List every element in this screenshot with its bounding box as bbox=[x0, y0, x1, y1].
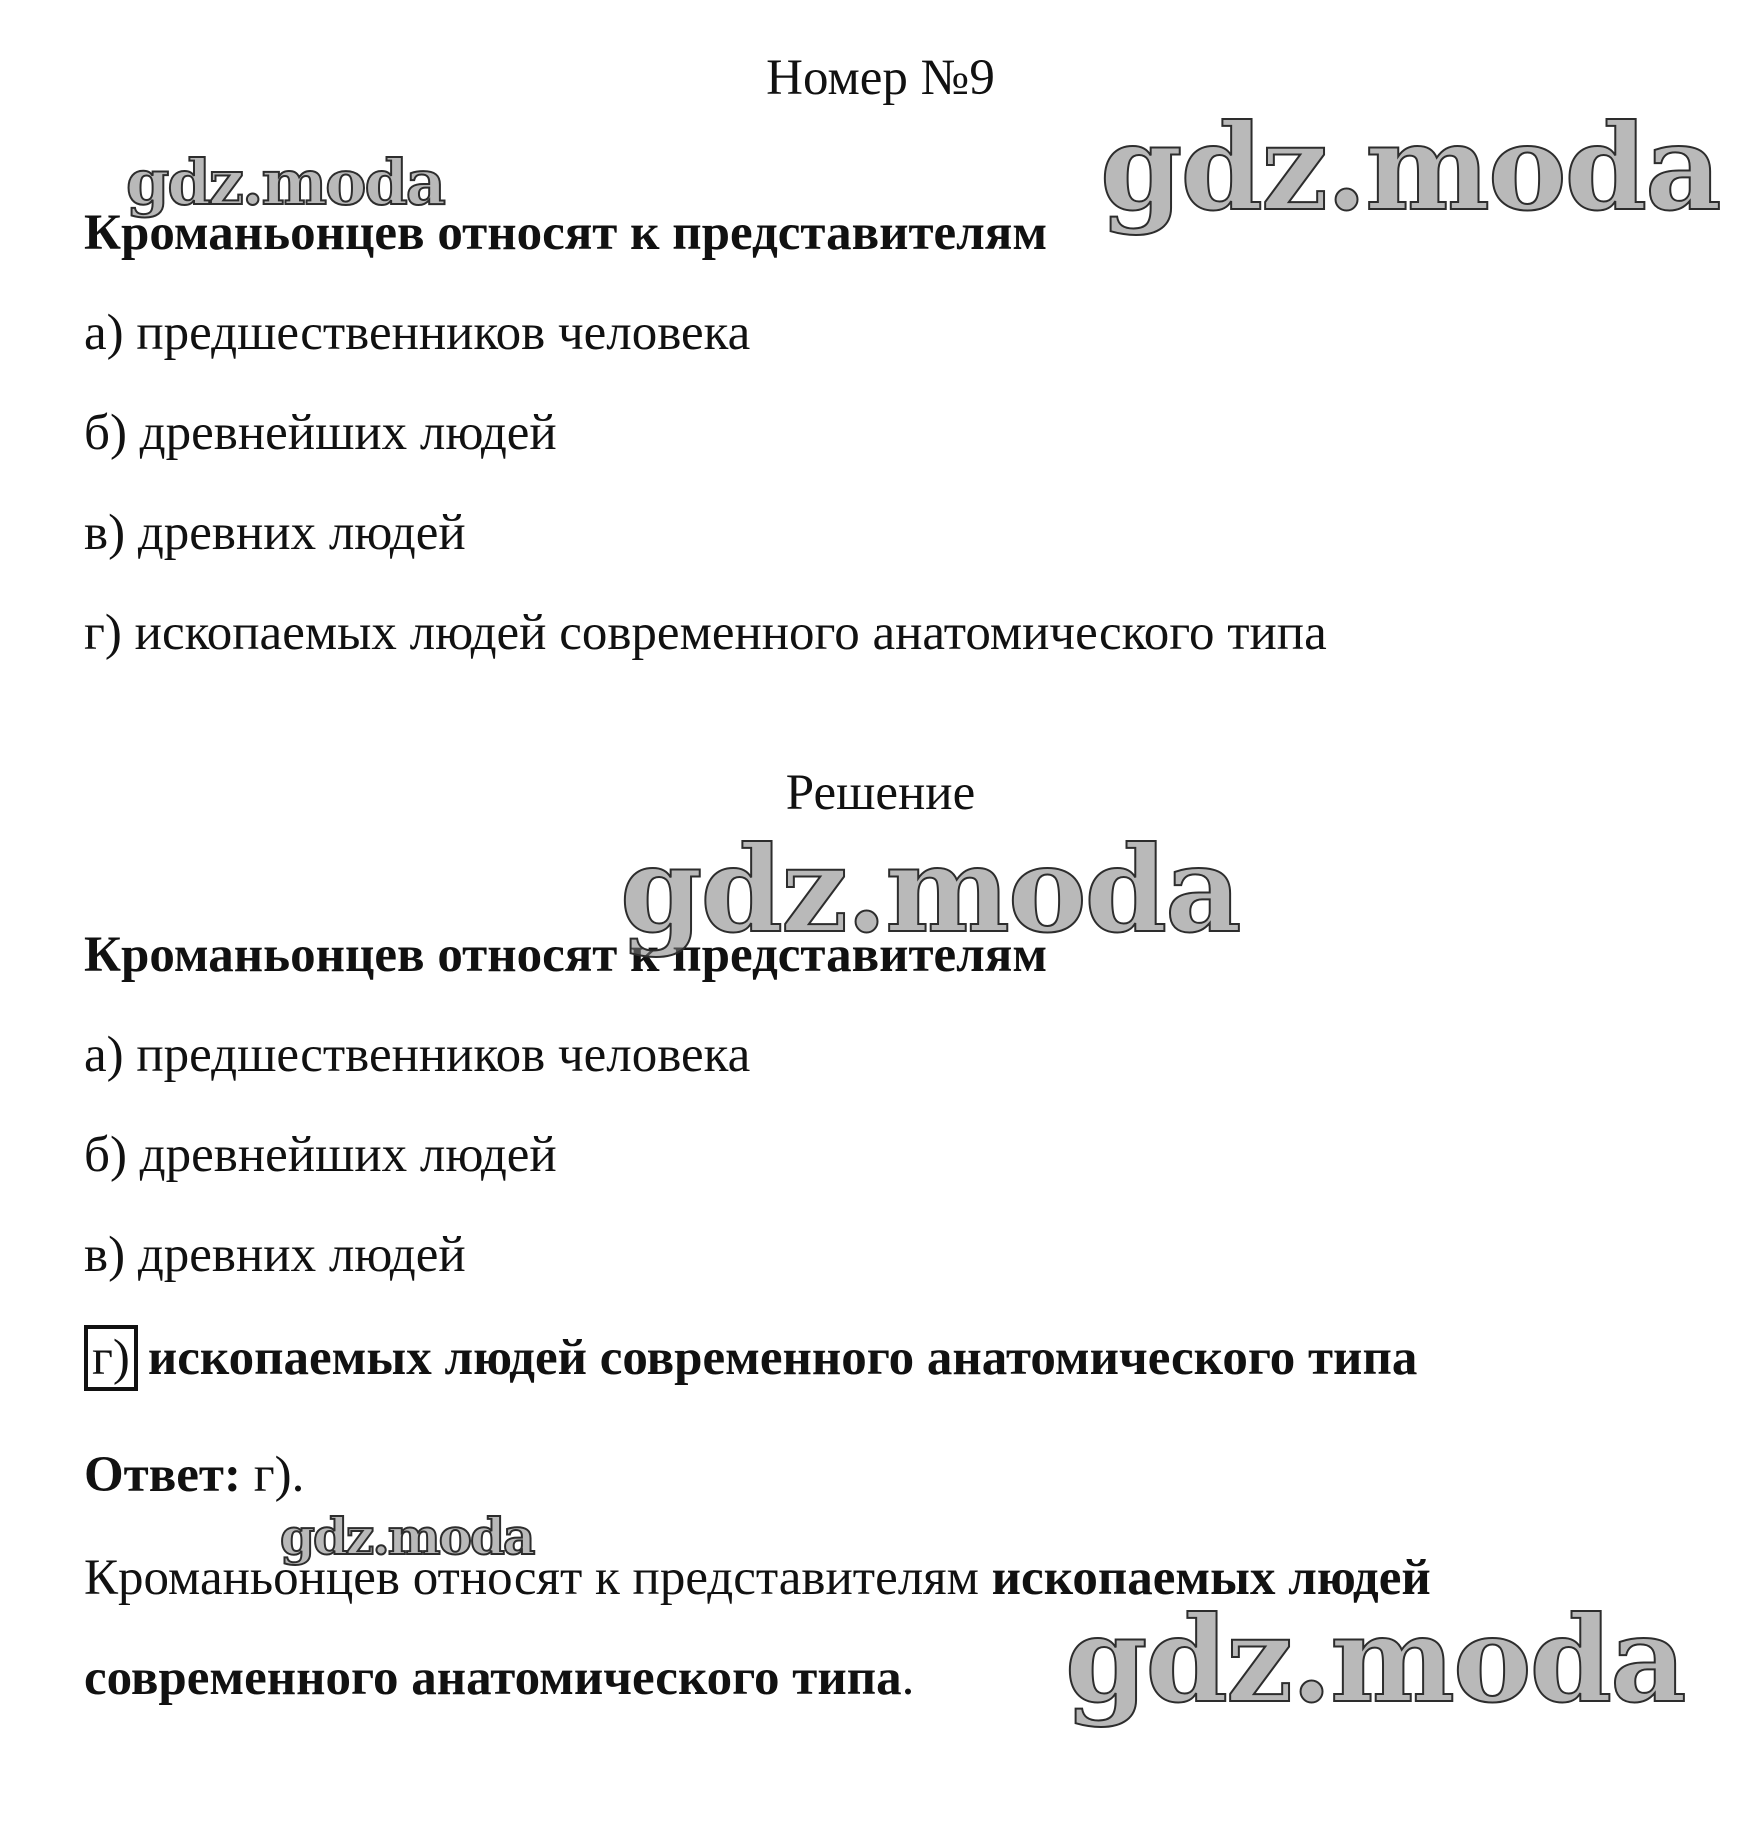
selected-answer-box: г) bbox=[84, 1325, 138, 1391]
solution-option-a: а) предшественников человека bbox=[84, 1027, 751, 1083]
watermark-logo: gdz.moda bbox=[1100, 98, 1720, 237]
solution-option-b: б) древнейших людей bbox=[84, 1127, 557, 1183]
answer-line bbox=[84, 1445, 304, 1505]
question-option-d: г) ископаемых людей современного анатомического типа bbox=[84, 605, 1327, 661]
answer-value: г). bbox=[240, 1447, 305, 1503]
watermark-logo: gdz.moda bbox=[126, 146, 444, 219]
answer-label: Ответ: bbox=[84, 1447, 241, 1503]
explanation-line-2 bbox=[84, 1648, 914, 1708]
explanation-end: . bbox=[901, 1650, 915, 1706]
task-number: Номер №9 bbox=[766, 50, 995, 106]
watermark-logo: gdz.moda bbox=[280, 1507, 534, 1566]
watermark-logo: gdz.moda bbox=[620, 820, 1240, 959]
question-option-a: а) предшественников человека bbox=[84, 305, 751, 361]
explanation-bold-1: ископаемых людей bbox=[991, 1550, 1431, 1606]
explanation-bold-2: современного анатомического типа bbox=[84, 1650, 902, 1706]
question-option-b: б) древнейших людей bbox=[84, 405, 557, 461]
question-option-c: в) древних людей bbox=[84, 505, 466, 561]
solution-option-d bbox=[84, 1325, 1417, 1391]
solution-heading: Решение bbox=[785, 765, 976, 821]
solution-option-c: в) древних людей bbox=[84, 1227, 466, 1283]
selected-answer-text: ископаемых людей современного анатомического типа bbox=[147, 1330, 1418, 1386]
watermark-logo: gdz.moda bbox=[1065, 1590, 1685, 1729]
explanation-line-1 bbox=[84, 1548, 1431, 1608]
explanation-plain: Кроманьонцев относят к представителям bbox=[84, 1550, 992, 1606]
solution-question-text: Кроманьонцев относят к представителям bbox=[84, 927, 1048, 983]
question-text: Кроманьонцев относят к представителям bbox=[84, 205, 1048, 261]
